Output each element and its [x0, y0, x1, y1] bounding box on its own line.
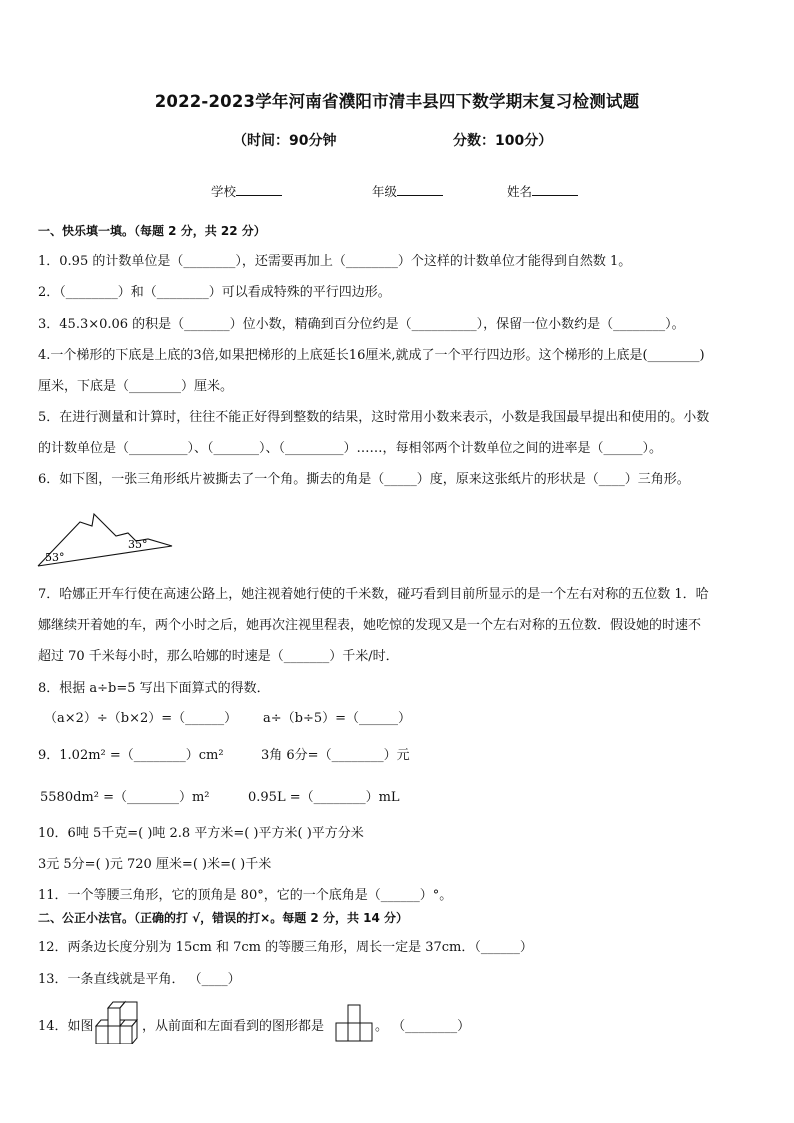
question-14-suffix: 。 （________） [375, 1019, 471, 1034]
angle-35-label: 35° [128, 538, 148, 551]
school-field [211, 182, 282, 200]
torn-triangle-figure [36, 512, 178, 568]
time-label: （时间：90分钟 [233, 133, 337, 149]
question-8-part-a: （a×2）÷（b×2）=（______） [44, 711, 238, 726]
score-label: 分数：100分） [453, 133, 553, 149]
name-field [507, 182, 578, 200]
school-blank [236, 183, 282, 196]
section1-heading: 一、快乐填一填。（每题 2 分，共 22 分） [38, 224, 266, 238]
question-4-line2: 厘米，下底是（________）厘米。 [38, 379, 234, 394]
grade-field [372, 182, 443, 200]
name-blank [532, 183, 578, 196]
question-7-line2: 娜继续开着她的车，两个小时之后，她再次注视里程表，她吃惊的发现又是一个左右对称的五位数．假设她的时速不 [38, 618, 702, 633]
question-9-part-b: 3角 6分=（________）元 [261, 748, 410, 763]
name-label: 姓名 [507, 184, 533, 199]
question-13: 13．一条直线就是平角． （____） [38, 972, 241, 987]
school-label: 学校 [211, 184, 237, 199]
question-7-line3: 超过 70 千米每小时，那么哈娜的时速是（_______）千米/时． [38, 649, 399, 664]
question-7-line1: 7．哈娜正开车行使在高速公路上，她注视着她行使的千米数，碰巧看到目前所显示的是一个左右对称的五位数 1．哈 [38, 587, 709, 602]
question-9-part-d: 0.95L =（________）mL [248, 790, 400, 805]
question-5-line2: 的计数单位是（_________）、（_______）、（_________）……，每相邻两个计数单位之间的进率是（______）。 [38, 441, 663, 456]
question-14-middle: ，从前面和左面看到的图形都是 [142, 1019, 325, 1034]
question-4-line1: 4.一个梯形的下底是上底的3倍,如果把梯形的上底延长16厘米,就成了一个平行四边形。这个梯形的上底是(________) [38, 348, 705, 363]
question-5-line1: 5．在进行测量和计算时，往往不能正好得到整数的结果，这时常用小数来表示，小数是我国最早提出和使用的。小数 [38, 410, 710, 425]
question-1: 1．0.95 的计数单位是（________），还需要再加上（________）个这样的计数单位才能得到自然数 1。 [38, 254, 632, 269]
section2-heading: 二、公正小法官。（正确的打 √，错误的打×。每题 2 分，共 14 分） [38, 911, 408, 925]
question-14-prefix: 14．如图 [38, 1019, 94, 1034]
question-2: 2．（________）和（________）可以看成特殊的平行四边形。 [38, 285, 391, 300]
question-11: 11．一个等腰三角形，它的顶角是 80°，它的一个底角是（______）°。 [38, 888, 453, 903]
question-8: 8．根据 a÷b=5 写出下面算式的得数． [38, 681, 270, 696]
view-shape-figure [335, 1004, 375, 1042]
question-12: 12．两条边长度分别为 15cm 和 7cm 的等腰三角形，周长一定是 37cm．（______） [38, 940, 533, 955]
question-10-line1: 10．6吨 5千克=( )吨 2.8 平方米=( )平方米( )平方分米 [38, 826, 364, 841]
question-8-part-b: a÷（b÷5）=（______） [263, 711, 412, 726]
question-3: 3．45.3×0.06 的积是（_______）位小数，精确到百分位约是（__________），保留一位小数约是（________）。 [38, 317, 685, 332]
angle-53-label: 53° [45, 551, 65, 564]
question-6: 6．如下图，一张三角形纸片被撕去了一个角。撕去的角是（_____）度，原来这张纸片的形状是（____）三角形。 [38, 472, 690, 487]
grade-label: 年级 [372, 184, 398, 199]
question-10-line2: 3元 5分=( )元 720 厘米=( )米=( )千米 [38, 857, 272, 872]
grade-blank [397, 183, 443, 196]
question-9-part-c: 5580dm² =（________）m² [40, 790, 210, 805]
page-title: 2022-2023学年河南省濮阳市清丰县四下数学期末复习检测试题 [154, 92, 640, 111]
cube-stack-figure [94, 998, 142, 1044]
question-9-part-a: 9．1.02m² =（________）cm² [38, 748, 224, 763]
